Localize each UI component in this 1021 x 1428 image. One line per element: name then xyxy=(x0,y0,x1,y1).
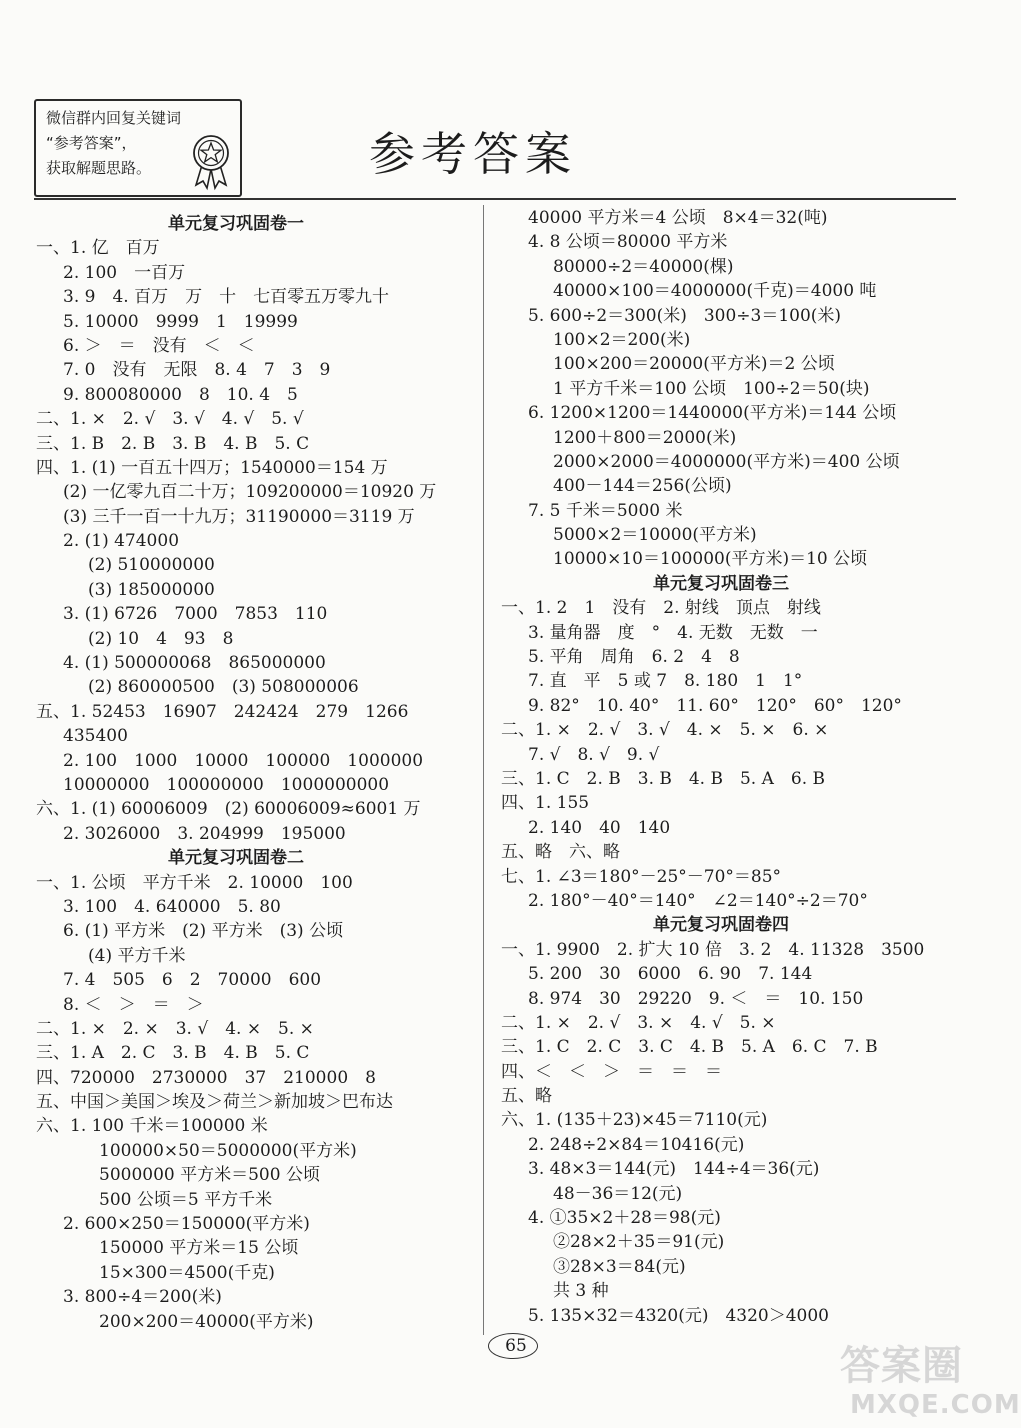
answer-line: 七、1. ∠3＝180°－25°－70°＝85° xyxy=(501,866,782,887)
answer-line: (2) 10 4 93 8 xyxy=(88,628,234,649)
answer-line: 4. (1) 500000068 865000000 xyxy=(63,653,326,674)
answer-line: 四、1. (1) 一百五十四万；1540000＝154 万 xyxy=(36,457,388,478)
answer-line: 435400 xyxy=(63,726,128,747)
answer-line: 5000000 平方米＝500 公顷 xyxy=(99,1165,320,1186)
answer-line: 80000÷2＝40000(棵) xyxy=(553,256,734,277)
answer-line: 3. 100 4. 640000 5. 80 xyxy=(63,896,281,917)
answer-line: 100×200＝20000(平方米)＝2 公顷 xyxy=(553,354,835,375)
answer-line: 五、略 六、略 xyxy=(501,842,620,863)
watermark-text: 答案圈 xyxy=(840,1343,963,1389)
answer-line: 六、1. 100 千米＝100000 米 xyxy=(36,1116,268,1137)
page-number: 65 xyxy=(505,1336,527,1356)
answer-line: 6. ＞ ＝ 没有 ＜ ＜ xyxy=(63,335,255,356)
answer-line: 5. 600÷2＝300(米) 300÷3＝100(米) xyxy=(528,305,842,326)
answer-line: 7. 5 千米＝5000 米 xyxy=(528,500,683,521)
page-title: 参考答案 xyxy=(369,127,577,181)
answer-line: 6. (1) 平方米 (2) 平方米 (3) 公顷 xyxy=(63,921,344,942)
answer-line: 2. 180°－40°＝140° ∠2＝140°÷2＝70° xyxy=(528,890,868,911)
answer-line: 5. 平角 周角 6. 2 4 8 xyxy=(528,647,740,668)
answer-line: 3. 9 4. 百万 万 十 七百零五万零九十 xyxy=(63,287,390,308)
answer-line: 200×200＝40000(平方米) xyxy=(99,1311,314,1332)
answer-line: 三、1. C 2. B 3. B 4. B 5. A 6. B xyxy=(501,768,825,789)
notice-line: 微信群内回复关键词 xyxy=(46,109,182,127)
answer-line: 四、1. 155 xyxy=(501,793,590,814)
answer-line: (2) 860000500 (3) 508000006 xyxy=(88,677,359,698)
answer-line: 40000×100＝4000000(千克)＝4000 吨 xyxy=(553,281,877,302)
answer-line: 二、1. × 2. √ 3. × 4. √ 5. × xyxy=(501,1012,776,1033)
answer-line: 五、1. 52453 16907 242424 279 1266 xyxy=(36,701,409,722)
answer-line: (2) 510000000 xyxy=(88,555,215,576)
answer-line: 二、1. × 2. × 3. √ 4. × 5. × xyxy=(36,1018,314,1039)
answer-line: 4. ①35×2＋28＝98(元) xyxy=(528,1208,721,1229)
answer-line: 8. 974 30 29220 9. ＜ ＝ 10. 150 xyxy=(528,988,864,1009)
answer-line: 六、1. (1) 60006009 (2) 60006009≈6001 万 xyxy=(36,799,421,820)
answer-line: (3) 185000000 xyxy=(88,579,215,600)
notice-line: “参考答案”， xyxy=(46,134,137,152)
answer-line: 1 平方千米＝100 公顷 100÷2＝50(块) xyxy=(553,378,870,399)
watermark-logo xyxy=(840,1334,1021,1426)
answer-line: (3) 三千一百一十九万；31190000＝3119 万 xyxy=(63,506,415,527)
answer-line: 5000×2＝10000(平方米) xyxy=(553,525,757,546)
notice-line: 获取解题思路。 xyxy=(46,159,152,177)
answer-line: 8. ＜ ＞ ＝ ＞ xyxy=(63,994,204,1015)
answer-line: 2. 248÷2×84＝10416(元) xyxy=(528,1134,745,1155)
answer-line: 100×2＝200(米) xyxy=(553,329,691,350)
answer-line: 一、1. 公顷 平方千米 2. 10000 100 xyxy=(36,872,353,893)
column-divider xyxy=(483,205,484,1335)
answer-line: 四、＜ ＜ ＞ ＝ ＝ ＝ xyxy=(501,1061,722,1082)
answer-line: 1200＋800＝2000(米) xyxy=(553,427,737,448)
answer-line: 2. 100 1000 10000 100000 1000000 xyxy=(63,750,424,771)
answer-line: 40000 平方米＝4 公顷 8×4＝32(吨) xyxy=(528,208,828,228)
answer-line: 2000×2000＝4000000(平方米)＝400 公顷 xyxy=(553,451,900,472)
answer-line: 10000×10＝100000(平方米)＝10 公顷 xyxy=(553,549,868,570)
answer-line: 2. (1) 474000 xyxy=(63,531,180,552)
answer-line: 3. 量角器 度 ° 4. 无数 无数 一 xyxy=(528,622,818,643)
answer-line: 500 公顷＝5 平方千米 xyxy=(99,1189,273,1210)
answer-column-right xyxy=(501,206,961,1328)
answer-line: 10000000 100000000 1000000000 xyxy=(63,774,390,795)
answer-line: 5. 200 30 6000 6. 90 7. 144 xyxy=(528,964,813,985)
section-heading: 单元复习巩固卷四 xyxy=(653,915,789,936)
answer-line: 5. 135×32＝4320(元) 4320＞4000 xyxy=(528,1305,830,1326)
answer-line: (4) 平方千米 xyxy=(88,945,186,966)
answer-line: 2. 3026000 3. 204999 195000 xyxy=(63,823,346,844)
answer-line: 7. 0 没有 无限 8. 4 7 3 9 xyxy=(63,360,331,381)
section-heading: 单元复习巩固卷二 xyxy=(168,848,304,869)
answer-line: 2. 100 一百万 xyxy=(63,262,186,283)
answer-line: 一、1. 9900 2. 扩大 10 倍 3. 2 4. 11328 3500 xyxy=(501,939,925,960)
answer-line: 三、1. B 2. B 3. B 4. B 5. C xyxy=(36,433,310,454)
section-heading: 单元复习巩固卷一 xyxy=(168,214,304,234)
section-heading: 单元复习巩固卷三 xyxy=(653,573,789,594)
answer-line: 7. 4 505 6 2 70000 600 xyxy=(63,970,322,991)
answer-line: 48－36＝12(元) xyxy=(553,1183,683,1204)
watermark-url: MXQE.COM xyxy=(850,1390,1021,1420)
answer-line: 6. 1200×1200＝1440000(平方米)＝144 公顷 xyxy=(528,403,897,424)
answer-line: (2) 一亿零九百二十万；109200000＝10920 万 xyxy=(63,482,437,503)
answer-line: 5. 10000 9999 1 19999 xyxy=(63,311,298,332)
answer-line: 四、720000 2730000 37 210000 8 xyxy=(36,1067,376,1088)
answer-line: 2. 140 40 140 xyxy=(528,817,671,838)
answer-line: 4. 8 公顷＝80000 平方米 xyxy=(528,232,728,253)
answer-line: 六、1. (135＋23)×45＝7110(元) xyxy=(501,1110,768,1131)
answer-line: 一、1. 亿 百万 xyxy=(36,238,160,259)
answer-line: 2. 600×250＝150000(平方米) xyxy=(63,1214,310,1235)
answer-line: 150000 平方米＝15 公顷 xyxy=(99,1238,299,1259)
answer-line: 9. 82° 10. 40° 11. 60° 120° 60° 120° xyxy=(528,695,902,716)
answer-line: 15×300＝4500(千克) xyxy=(99,1262,275,1283)
header-divider xyxy=(34,198,956,200)
answer-line: 100000×50＝5000000(平方米) xyxy=(99,1140,357,1161)
answer-line: 9. 800080000 8 10. 4 5 xyxy=(63,384,298,405)
answer-line: ③28×3＝84(元) xyxy=(553,1256,686,1277)
answer-line: 五、略 xyxy=(501,1086,552,1107)
answer-line: 3. 800÷4＝200(米) xyxy=(63,1287,222,1308)
answer-line: 二、1. × 2. √ 3. √ 4. √ 5. √ xyxy=(36,409,304,430)
answer-column-left xyxy=(36,212,476,1334)
answer-line: 共 3 种 xyxy=(553,1281,609,1302)
answer-line: 400－144＝256(公顷) xyxy=(553,476,732,497)
answer-line: 一、1. 2 1 没有 2. 射线 顶点 射线 xyxy=(501,598,821,619)
answer-line: 7. 直 平 5 或 7 8. 180 1 1° xyxy=(528,671,803,692)
answer-line: 3. (1) 6726 7000 7853 110 xyxy=(63,604,328,625)
answer-line: 五、中国＞美国＞埃及＞荷兰＞新加坡＞巴布达 xyxy=(36,1092,393,1113)
answer-line: 7. √ 8. √ 9. √ xyxy=(528,744,660,765)
answer-line: ②28×2＋35＝91(元) xyxy=(553,1232,725,1253)
answer-line: 三、1. C 2. C 3. C 4. B 5. A 6. C 7. B xyxy=(501,1037,878,1058)
answer-line: 二、1. × 2. √ 3. √ 4. × 5. × 6. × xyxy=(501,720,829,741)
answer-line: 3. 48×3＝144(元) 144÷4＝36(元) xyxy=(528,1159,820,1180)
answer-line: 三、1. A 2. C 3. B 4. B 5. C xyxy=(36,1043,310,1064)
